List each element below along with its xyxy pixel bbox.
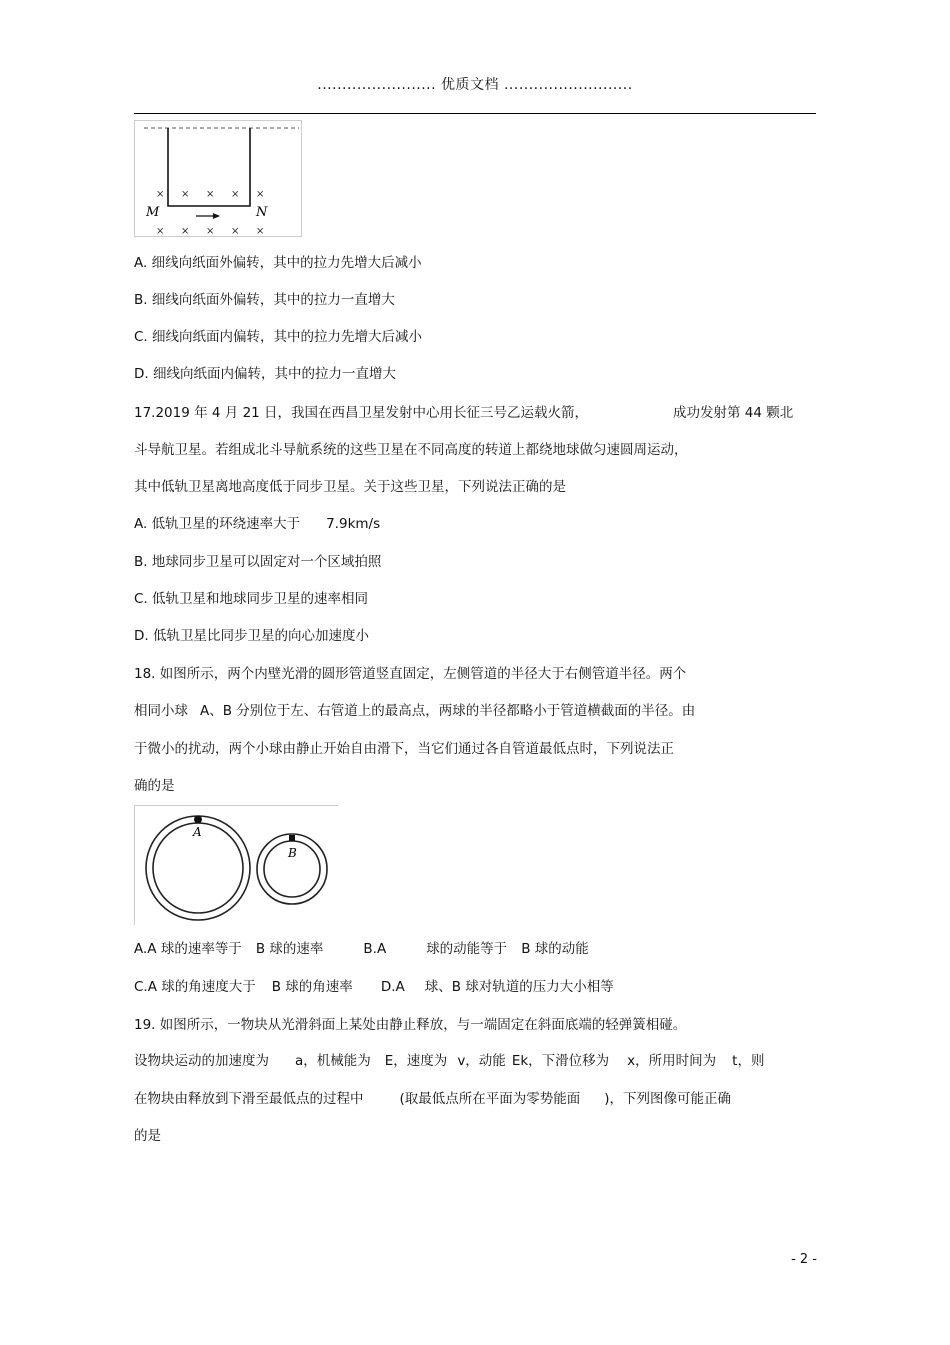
q19-line2-e: Ek，下滑位移为 (511, 1053, 610, 1069)
svg-text:×: × (156, 226, 165, 237)
q19-line2-g: t，则 (732, 1053, 765, 1069)
label-a: A (193, 825, 202, 839)
svg-text:×: × (256, 189, 265, 200)
q19-line3 (134, 1087, 731, 1107)
magnetic-field-figure (134, 120, 304, 238)
svg-text:×: × (206, 226, 215, 237)
q18-option-d-2: 球、B 球对轨道的压力大小相等 (424, 979, 614, 995)
q19-line2-a: 设物块运动的加速度为 (134, 1053, 269, 1069)
q16-option-a: A. 细线向纸面外偏转，其中的拉力先增大后减小 (134, 255, 422, 271)
q18-options-row2 (134, 975, 614, 995)
circular-tubes-figure (134, 805, 338, 925)
q17-line1-b: 成功发射第 44 颗北 (673, 405, 794, 421)
q19-line3-b: (取最低点所在平面为零势能面 (399, 1091, 581, 1107)
q18-options-row1 (134, 937, 589, 957)
q18-option-b-1: B.A (363, 941, 387, 957)
page-number: - 2 - (791, 1252, 817, 1267)
q17-option-b: B. 地球同步卫星可以固定对一个区域拍照 (134, 554, 382, 570)
q16-option-b: B. 细线向纸面外偏转，其中的拉力一直增大 (134, 292, 395, 308)
label-m: M (146, 205, 160, 220)
q19-line4: 的是 (134, 1128, 161, 1144)
q18-option-d-1: D.A (380, 979, 405, 995)
q19-line2-f: x，所用时间为 (627, 1053, 717, 1069)
svg-text:×: × (231, 226, 240, 237)
svg-text:×: × (181, 226, 190, 237)
label-b: B (288, 846, 297, 860)
svg-text:×: × (156, 189, 165, 200)
q16-option-d: D. 细线向纸面内偏转，其中的拉力一直增大 (134, 366, 396, 382)
q19-line1: 19. 如图所示，一物块从光滑斜面上某处由静止释放，与一端固定在斜面底端的轻弹簧相碰。 (134, 1017, 687, 1033)
q18-option-a-1: A.A 球的速率等于 (134, 941, 242, 957)
q17-line3: 其中低轨卫星离地高度低于同步卫星。关于这些卫星，下列说法正确的是 (134, 479, 566, 495)
q17-option-a-value: 7.9km/s (326, 516, 381, 532)
q19-line3-c: )，下列图像可能正确 (604, 1091, 732, 1107)
q19-line2-c: E，速度为 (384, 1053, 448, 1069)
header-rule (134, 113, 816, 114)
page-header: ........................ 优质文档 .......................... (317, 77, 633, 93)
q17-option-c: C. 低轨卫星和地球同步卫星的速率相同 (134, 591, 369, 607)
q17-option-a-text: A. 低轨卫星的环绕速率大于 (134, 516, 301, 532)
q17-line2: 斗导航卫星。若组成北斗导航系统的这些卫星在不同高度的转道上都绕地球做匀速圆周运动， (134, 442, 688, 458)
svg-text:×: × (181, 189, 190, 200)
q18-line3: 于微小的扰动，两个小球由静止开始自由滑下，当它们通过各自管道最低点时，下列说法正 (134, 741, 674, 757)
svg-text:×: × (231, 189, 240, 200)
q18-line4: 确的是 (134, 778, 175, 794)
q19-line2 (134, 1049, 764, 1069)
q18-line2-b: A、B 分别位于左、右管道上的最高点，两球的半径都略小于管道横截面的半径。由 (200, 703, 696, 719)
q19-line2-d: v，动能 (457, 1053, 506, 1069)
svg-text:×: × (206, 189, 215, 200)
q18-line2-a: 相同小球 (134, 703, 188, 719)
q17-option-d: D. 低轨卫星比同步卫星的向心加速度小 (134, 628, 369, 644)
label-n: N (256, 205, 268, 220)
q17-option-a (134, 512, 380, 532)
q19-line2-b: a，机械能为 (295, 1053, 371, 1069)
q18-option-b-3: B 球的动能 (521, 941, 589, 957)
q18-option-c-2: B 球的角速率 (271, 979, 353, 995)
svg-text:×: × (256, 226, 265, 237)
q18-option-b-2: 球的动能等于 (426, 941, 508, 957)
q19-line3-a: 在物块由释放到下滑至最低点的过程中 (134, 1091, 364, 1107)
q16-option-c: C. 细线向纸面内偏转，其中的拉力先增大后减小 (134, 329, 423, 345)
q18-option-c-1: C.A 球的角速度大于 (134, 979, 256, 995)
q17-line1-a: 17.2019 年 4 月 21 日，我国在西昌卫星发射中心用长征三号乙运载火箭， (134, 405, 589, 421)
q18-option-a-2: B 球的速率 (255, 941, 324, 957)
q18-line1: 18. 如图所示，两个内壁光滑的圆形管道竖直固定，左侧管道的半径大于右侧管道半径。两个 (134, 666, 687, 682)
q18-line2 (134, 699, 695, 719)
